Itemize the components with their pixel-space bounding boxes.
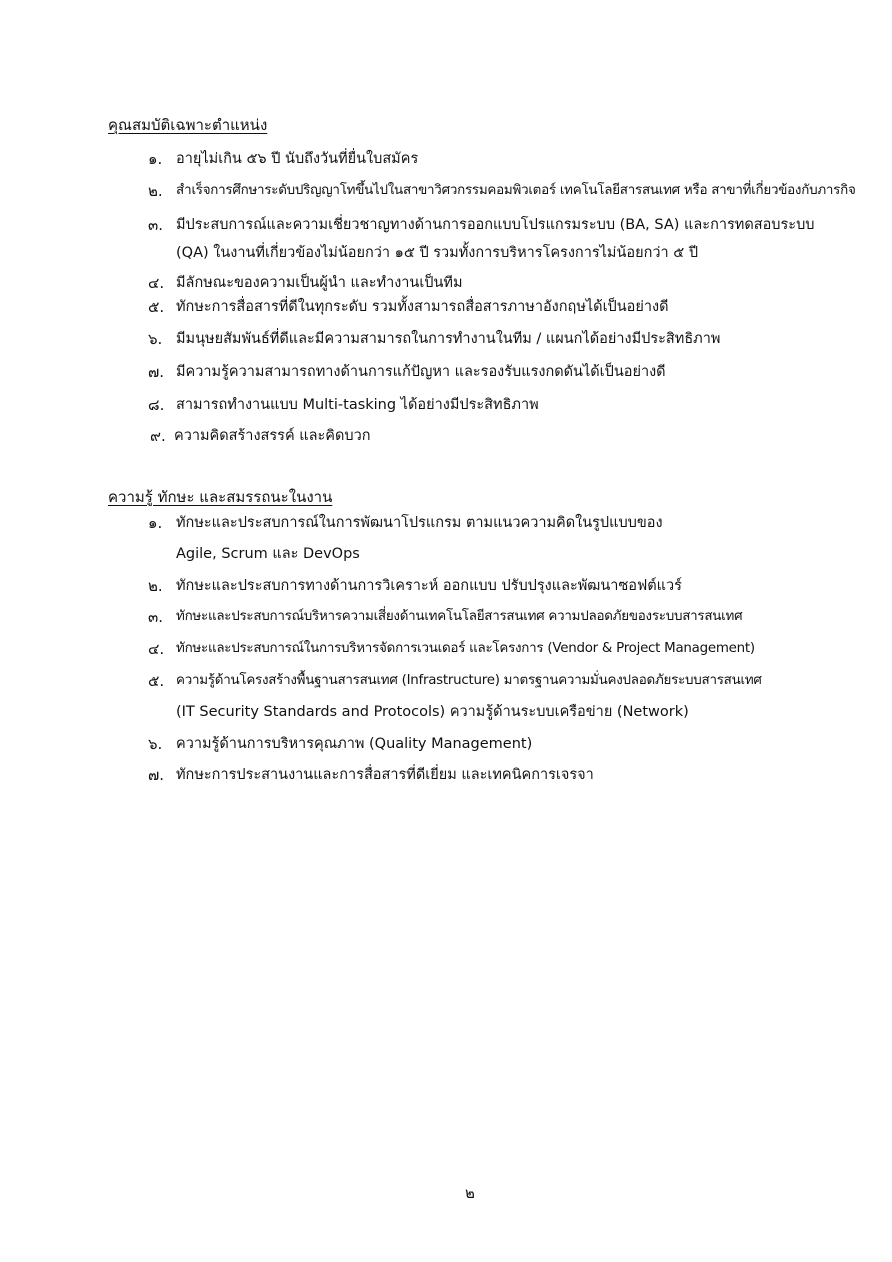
list-item-text: สำเร็จการศึกษาระดับปริญญาโทขึ้นไปในสาขาวิศวกรรมคอมพิวเตอร์ เทคโนโลยีสารสนเทศ หรือ สาขาที่เกี่ยวข้องกับภารกิจ bbox=[176, 183, 856, 198]
page-number: ๒ bbox=[465, 1184, 475, 1202]
list-item-text-continued: (QA) ในงานที่เกี่ยวข้องไม่น้อยกว่า ๑๕ ปี รวมทั้งการบริหารโครงการไม่น้อยกว่า ๕ ปี bbox=[176, 245, 699, 261]
list-number: ๖. bbox=[148, 330, 163, 348]
list-item-text: มีความรู้ความสามารถทางด้านการแก้ปัญหา และรองรับแรงกดดันได้เป็นอย่างดี bbox=[176, 364, 666, 380]
list-number: ๘. bbox=[148, 396, 165, 414]
list-item-text: มีลักษณะของความเป็นผู้นำ และทำงานเป็นทีม bbox=[176, 275, 463, 291]
list-number: ๒. bbox=[148, 182, 163, 200]
list-item-text-continued: (IT Security Standards and Protocols) ความรู้ด้านระบบเครือข่าย (Network) bbox=[176, 704, 689, 720]
list-item-text: อายุไม่เกิน ๕๖ ปี นับถึงวันที่ยื่นใบสมัคร bbox=[176, 151, 419, 167]
list-number: ๖. bbox=[148, 735, 163, 753]
list-item-text: ทักษะและประสบการณ์ในการบริหารจัดการเวนเดอร์ และโครงการ (Vendor & Project Management) bbox=[176, 641, 755, 656]
list-item-text: ทักษะและประสบการทางด้านการวิเคราะห์ ออกแบบ ปรับปรุงและพัฒนาซอฟต์แวร์ bbox=[176, 578, 682, 594]
section-heading-knowledge-skills: ความรู้ ทักษะ และสมรรถนะในงาน bbox=[108, 488, 333, 506]
list-number: ๓. bbox=[148, 608, 164, 626]
list-number: ๑. bbox=[148, 514, 163, 532]
list-item-text: ความรู้ด้านโครงสร้างพื้นฐานสารสนเทศ (Infrastructure) มาตรฐานความมั่นคงปลอดภัยระบบสารสนเทศ bbox=[176, 673, 762, 688]
list-number: ๔. bbox=[148, 274, 165, 292]
list-number: ๗. bbox=[148, 363, 165, 381]
list-item-text: มีมนุษยสัมพันธ์ที่ดีและมีความสามารถในการทำงานในทีม / แผนกได้อย่างมีประสิทธิภาพ bbox=[176, 331, 721, 347]
list-item-text-continued: Agile, Scrum และ DevOps bbox=[176, 546, 360, 562]
list-number: ๒. bbox=[148, 577, 163, 595]
list-item-text: ทักษะและประสบการณ์บริหารความเสี่ยงด้านเทคโนโลยีสารสนเทศ ความปลอดภัยของระบบสารสนเทศ bbox=[176, 609, 743, 624]
list-item-text: ทักษะการประสานงานและการสื่อสารที่ดีเยี่ยม และเทคนิคการเจรจา bbox=[176, 767, 594, 783]
list-number: ๑. bbox=[148, 150, 163, 168]
list-item-text: ความคิดสร้างสรรค์ และคิดบวก bbox=[174, 428, 371, 444]
list-item-text: ความรู้ด้านการบริหารคุณภาพ (Quality Management) bbox=[176, 736, 533, 752]
section-heading-qualifications: คุณสมบัติเฉพาะตำแหน่ง bbox=[108, 116, 268, 134]
list-number: ๙. bbox=[150, 427, 166, 445]
list-item-text: สามารถทำงานแบบ Multi-tasking ได้อย่างมีประสิทธิภาพ bbox=[176, 397, 539, 413]
list-number: ๔. bbox=[148, 640, 165, 658]
list-number: ๗. bbox=[148, 766, 165, 784]
list-item-text: ทักษะและประสบการณ์ในการพัฒนาโปรแกรม ตามแนวความคิดในรูปแบบของ bbox=[176, 515, 663, 531]
list-number: ๕. bbox=[148, 298, 165, 316]
list-item-text: ทักษะการสื่อสารที่ดีในทุกระดับ รวมทั้งสามารถสื่อสารภาษาอังกฤษได้เป็นอย่างดี bbox=[176, 299, 669, 315]
list-number: ๕. bbox=[148, 672, 165, 690]
list-item-text: มีประสบการณ์และความเชี่ยวชาญทางด้านการออกแบบโปรแกรมระบบ (BA, SA) และการทดสอบระบบ bbox=[176, 217, 815, 233]
list-number: ๓. bbox=[148, 216, 164, 234]
